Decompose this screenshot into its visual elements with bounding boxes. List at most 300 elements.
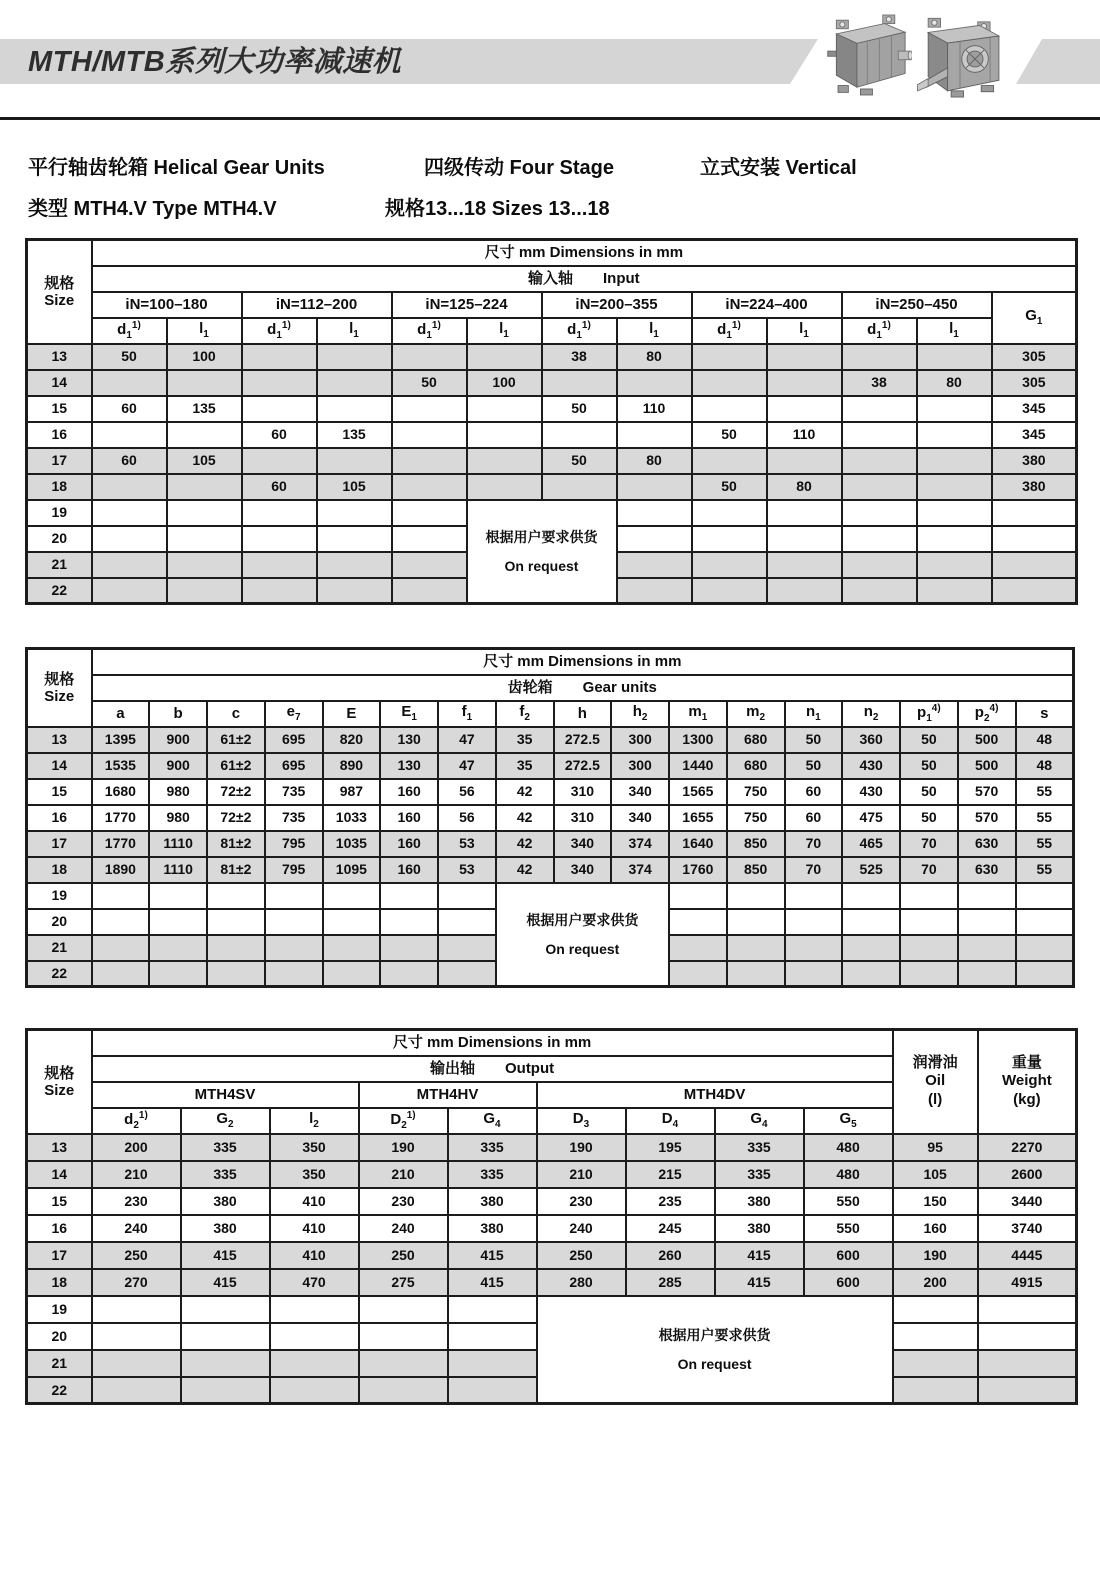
input-shaft-dimensions-table [25, 238, 1078, 605]
data-cell: 1440 [669, 753, 727, 779]
data-cell: 1300 [669, 727, 727, 753]
data-cell [392, 396, 467, 422]
data-cell: 70 [785, 831, 843, 857]
data-cell [92, 578, 167, 604]
data-cell: 38 [842, 370, 917, 396]
data-cell [207, 883, 265, 909]
data-cell [692, 396, 767, 422]
data-cell: 81±2 [207, 831, 265, 857]
data-cell: 240 [359, 1215, 448, 1242]
data-cell [323, 909, 381, 935]
data-cell: 310 [554, 779, 612, 805]
data-cell: 60 [242, 474, 317, 500]
data-cell: 50 [900, 753, 958, 779]
data-cell: 53 [438, 831, 496, 857]
data-cell: 345 [992, 396, 1077, 422]
data-cell: 987 [323, 779, 381, 805]
data-cell: 61±2 [207, 727, 265, 753]
data-cell: 305 [992, 370, 1077, 396]
data-cell [149, 909, 207, 935]
column-header: $f_2$ [496, 701, 554, 727]
data-cell [270, 1296, 359, 1323]
table-row [27, 831, 1074, 857]
data-cell [242, 552, 317, 578]
on-request-cell: 根据用户要求供货 On request [537, 1296, 893, 1404]
data-cell [785, 883, 843, 909]
data-cell: 335 [715, 1134, 804, 1161]
data-cell: 42 [496, 779, 554, 805]
data-cell: 850 [727, 857, 785, 883]
table-row [27, 1161, 1077, 1188]
row-size-cell: 18 [27, 1269, 92, 1296]
data-cell: 310 [554, 805, 612, 831]
data-cell: 350 [270, 1134, 359, 1161]
data-cell [149, 961, 207, 987]
section-header: 输出轴 Output [92, 1056, 893, 1082]
data-cell [438, 961, 496, 987]
data-cell: 285 [626, 1269, 715, 1296]
data-cell: 110 [767, 422, 842, 448]
data-cell [359, 1377, 448, 1404]
data-cell [242, 526, 317, 552]
data-cell: 380 [992, 474, 1077, 500]
gearbox-image-left [826, 12, 912, 104]
data-cell [1016, 909, 1074, 935]
table-row [27, 422, 1077, 448]
data-cell [978, 1377, 1077, 1404]
data-cell [92, 370, 167, 396]
row-size-cell: 21 [27, 1350, 92, 1377]
data-cell [92, 552, 167, 578]
data-cell [842, 500, 917, 526]
table-row [27, 500, 1077, 526]
data-cell [181, 1296, 270, 1323]
data-cell [242, 578, 317, 604]
column-header: s [1016, 701, 1074, 727]
data-cell: 3440 [978, 1188, 1077, 1215]
data-cell: 570 [958, 805, 1016, 831]
data-cell [767, 344, 842, 370]
row-size-cell: 17 [27, 831, 92, 857]
data-cell: 900 [149, 727, 207, 753]
data-cell [767, 552, 842, 578]
data-cell: 900 [149, 753, 207, 779]
data-cell: 1770 [92, 831, 150, 857]
header-divider [0, 117, 1100, 120]
data-cell [767, 448, 842, 474]
data-cell [842, 552, 917, 578]
data-cell: 260 [626, 1242, 715, 1269]
data-cell [669, 961, 727, 987]
oil-column-header: 润滑油 Oil (l) [893, 1030, 978, 1134]
data-cell [317, 552, 392, 578]
data-cell: 55 [1016, 805, 1074, 831]
data-cell: 60 [785, 805, 843, 831]
data-cell: 56 [438, 805, 496, 831]
ratio-group-header: iN=100–180 [92, 292, 242, 318]
row-size-cell: 20 [27, 526, 92, 552]
page-title: MTH/MTB系列大功率减速机 [28, 46, 402, 78]
data-cell: 272.5 [554, 753, 612, 779]
data-cell [392, 448, 467, 474]
data-cell [992, 578, 1077, 604]
column-header: $f_1$ [438, 701, 496, 727]
data-cell [692, 370, 767, 396]
data-cell [767, 526, 842, 552]
data-cell: 345 [992, 422, 1077, 448]
data-cell [392, 578, 467, 604]
ratio-group-header: iN=200–355 [542, 292, 692, 318]
data-cell: 4915 [978, 1269, 1077, 1296]
data-cell [92, 1323, 181, 1350]
data-cell: 210 [359, 1161, 448, 1188]
data-cell [92, 1350, 181, 1377]
column-header: $G_5$ [804, 1108, 893, 1134]
data-cell: 570 [958, 779, 1016, 805]
data-cell [617, 578, 692, 604]
data-cell [842, 909, 900, 935]
data-cell [242, 396, 317, 422]
data-cell [359, 1323, 448, 1350]
subtitle-gear-type: 平行轴齿轮箱 Helical Gear Units [28, 157, 325, 179]
column-header: $D_3$ [537, 1108, 626, 1134]
data-cell [917, 448, 992, 474]
data-cell: 410 [270, 1188, 359, 1215]
row-size-cell: 22 [27, 961, 92, 987]
data-cell: 4445 [978, 1242, 1077, 1269]
data-cell [270, 1323, 359, 1350]
data-cell [380, 883, 438, 909]
data-cell [992, 552, 1077, 578]
data-cell: 215 [626, 1161, 715, 1188]
data-cell [893, 1377, 978, 1404]
data-cell: 305 [992, 344, 1077, 370]
data-cell: 105 [317, 474, 392, 500]
row-size-cell: 19 [27, 1296, 92, 1323]
table-row [27, 1134, 1077, 1161]
data-cell: 80 [617, 344, 692, 370]
table-row [27, 1215, 1077, 1242]
data-cell [767, 500, 842, 526]
data-cell: 47 [438, 727, 496, 753]
size-column-header: 规格 Size [27, 240, 92, 344]
data-cell [207, 935, 265, 961]
table-row [27, 344, 1077, 370]
data-cell [692, 526, 767, 552]
row-size-cell: 14 [27, 370, 92, 396]
data-cell: 56 [438, 779, 496, 805]
data-cell [900, 883, 958, 909]
data-cell [1016, 961, 1074, 987]
data-cell: 160 [380, 857, 438, 883]
table-row [27, 1269, 1077, 1296]
data-cell: 190 [537, 1134, 626, 1161]
data-cell: 750 [727, 779, 785, 805]
data-cell: 415 [181, 1269, 270, 1296]
data-cell: 380 [448, 1188, 537, 1215]
table-row [27, 448, 1077, 474]
data-cell [265, 909, 323, 935]
table-row [27, 753, 1074, 779]
data-cell: 50 [785, 753, 843, 779]
data-cell: 235 [626, 1188, 715, 1215]
data-cell [181, 1350, 270, 1377]
data-cell [992, 500, 1077, 526]
data-cell [617, 552, 692, 578]
data-cell: 415 [181, 1242, 270, 1269]
data-cell: 465 [842, 831, 900, 857]
data-cell: 55 [1016, 831, 1074, 857]
data-cell: 50 [900, 805, 958, 831]
data-cell: 130 [380, 753, 438, 779]
data-cell [92, 935, 150, 961]
data-cell [181, 1377, 270, 1404]
column-header: $l_1$ [317, 318, 392, 344]
data-cell [917, 344, 992, 370]
data-cell: 350 [270, 1161, 359, 1188]
data-cell [842, 883, 900, 909]
model-group-header: MTH4DV [537, 1082, 893, 1108]
data-cell [958, 883, 1016, 909]
data-cell [92, 526, 167, 552]
data-cell: 374 [611, 831, 669, 857]
data-cell: 35 [496, 753, 554, 779]
data-cell: 2270 [978, 1134, 1077, 1161]
data-cell [92, 422, 167, 448]
data-cell: 300 [611, 727, 669, 753]
data-cell [767, 370, 842, 396]
on-request-cell: 根据用户要求供货 On request [496, 883, 669, 987]
data-cell [669, 909, 727, 935]
data-cell: 820 [323, 727, 381, 753]
data-cell: 48 [1016, 727, 1074, 753]
data-cell [92, 1377, 181, 1404]
data-cell [167, 526, 242, 552]
data-cell: 135 [167, 396, 242, 422]
subtitle-sizes: 规格13...18 Sizes 13...18 [385, 198, 610, 220]
data-cell: 250 [537, 1242, 626, 1269]
data-cell [167, 500, 242, 526]
data-cell: 335 [715, 1161, 804, 1188]
column-header: $d_2^{1)}$ [92, 1108, 181, 1134]
dimensions-header: 尺寸 mm Dimensions in mm [92, 240, 1077, 266]
data-cell [842, 474, 917, 500]
data-cell [265, 935, 323, 961]
data-cell [467, 448, 542, 474]
subtitle-mounting: 立式安装 Vertical [700, 157, 857, 179]
data-cell: 630 [958, 831, 1016, 857]
column-header: E [323, 701, 381, 727]
data-cell: 160 [893, 1215, 978, 1242]
column-header: $d_1^{1)}$ [542, 318, 617, 344]
data-cell: 695 [265, 727, 323, 753]
data-cell: 55 [1016, 857, 1074, 883]
column-header: $G_2$ [181, 1108, 270, 1134]
column-header: $h_2$ [611, 701, 669, 727]
data-cell [917, 422, 992, 448]
column-header: h [554, 701, 612, 727]
data-cell: 550 [804, 1215, 893, 1242]
data-cell [842, 935, 900, 961]
ratio-group-header: iN=224–400 [692, 292, 842, 318]
data-cell: 61±2 [207, 753, 265, 779]
data-cell: 1110 [149, 857, 207, 883]
column-header: $D_2^{1)}$ [359, 1108, 448, 1134]
data-cell: 630 [958, 857, 1016, 883]
column-header: $p_1^{4)}$ [900, 701, 958, 727]
data-cell: 200 [92, 1134, 181, 1161]
row-size-cell: 16 [27, 1215, 92, 1242]
data-cell: 160 [380, 805, 438, 831]
table-row [27, 727, 1074, 753]
data-cell: 890 [323, 753, 381, 779]
data-cell: 48 [1016, 753, 1074, 779]
table-row [27, 805, 1074, 831]
data-cell [669, 883, 727, 909]
data-cell: 80 [767, 474, 842, 500]
data-cell: 60 [92, 448, 167, 474]
data-cell [359, 1296, 448, 1323]
row-size-cell: 13 [27, 1134, 92, 1161]
data-cell: 250 [359, 1242, 448, 1269]
data-cell [380, 909, 438, 935]
data-cell [727, 935, 785, 961]
data-cell: 270 [92, 1269, 181, 1296]
column-header: $l_1$ [617, 318, 692, 344]
data-cell [917, 526, 992, 552]
data-cell: 135 [317, 422, 392, 448]
data-cell [727, 883, 785, 909]
data-cell: 380 [181, 1188, 270, 1215]
data-cell: 50 [542, 396, 617, 422]
data-cell: 380 [448, 1215, 537, 1242]
column-header: $d_1^{1)}$ [92, 318, 167, 344]
column-header: c [207, 701, 265, 727]
data-cell [978, 1323, 1077, 1350]
data-cell [692, 344, 767, 370]
data-cell [467, 344, 542, 370]
data-cell: 525 [842, 857, 900, 883]
data-cell: 272.5 [554, 727, 612, 753]
data-cell [317, 396, 392, 422]
gear-unit-dimensions-table [25, 647, 1075, 988]
data-cell: 735 [265, 805, 323, 831]
row-size-cell: 17 [27, 1242, 92, 1269]
data-cell: 2600 [978, 1161, 1077, 1188]
row-size-cell: 21 [27, 935, 92, 961]
data-cell [265, 883, 323, 909]
column-header: $d_1^{1)}$ [692, 318, 767, 344]
data-cell: 245 [626, 1215, 715, 1242]
table-row [27, 1296, 1077, 1323]
table-row [27, 396, 1077, 422]
data-cell [181, 1323, 270, 1350]
data-cell [380, 961, 438, 987]
data-cell [900, 935, 958, 961]
data-cell: 50 [542, 448, 617, 474]
column-header: $d_1^{1)}$ [242, 318, 317, 344]
data-cell: 80 [617, 448, 692, 474]
ratio-group-header: iN=125–224 [392, 292, 542, 318]
data-cell [317, 448, 392, 474]
size-column-header: 规格 Size [27, 1030, 92, 1134]
data-cell: 230 [537, 1188, 626, 1215]
row-size-cell: 21 [27, 552, 92, 578]
data-cell [958, 961, 1016, 987]
table-row [27, 1242, 1077, 1269]
data-cell [785, 961, 843, 987]
data-cell [992, 526, 1077, 552]
data-cell: 415 [715, 1269, 804, 1296]
data-cell: 105 [167, 448, 242, 474]
data-cell: 60 [92, 396, 167, 422]
data-cell: 50 [392, 370, 467, 396]
data-cell: 70 [785, 857, 843, 883]
row-size-cell: 16 [27, 422, 92, 448]
data-cell: 550 [804, 1188, 893, 1215]
column-header: $l_1$ [767, 318, 842, 344]
data-cell: 1033 [323, 805, 381, 831]
data-cell [392, 344, 467, 370]
data-cell [242, 370, 317, 396]
data-cell: 55 [1016, 779, 1074, 805]
data-cell: 380 [715, 1215, 804, 1242]
data-cell [92, 909, 150, 935]
data-cell [692, 578, 767, 604]
data-cell: 415 [448, 1269, 537, 1296]
data-cell [438, 909, 496, 935]
data-cell: 335 [448, 1134, 537, 1161]
row-size-cell: 20 [27, 909, 92, 935]
table-row [27, 474, 1077, 500]
row-size-cell: 14 [27, 753, 92, 779]
data-cell [917, 396, 992, 422]
data-cell [392, 526, 467, 552]
row-size-cell: 14 [27, 1161, 92, 1188]
data-cell [380, 935, 438, 961]
gearbox-image-right [914, 13, 1006, 105]
subtitle-stages: 四级传动 Four Stage [424, 157, 615, 179]
data-cell [767, 578, 842, 604]
row-size-cell: 13 [27, 344, 92, 370]
data-cell: 95 [893, 1134, 978, 1161]
row-size-cell: 15 [27, 779, 92, 805]
data-cell [392, 422, 467, 448]
column-header: $G_4$ [448, 1108, 537, 1134]
data-cell: 150 [893, 1188, 978, 1215]
data-cell [767, 396, 842, 422]
data-cell: 35 [496, 727, 554, 753]
data-cell [448, 1377, 537, 1404]
column-header: $l_1$ [917, 318, 992, 344]
row-size-cell: 18 [27, 474, 92, 500]
data-cell [317, 370, 392, 396]
data-cell: 190 [359, 1134, 448, 1161]
data-cell [92, 474, 167, 500]
data-cell [207, 909, 265, 935]
data-cell: 300 [611, 753, 669, 779]
data-cell: 335 [181, 1161, 270, 1188]
data-cell: 60 [785, 779, 843, 805]
data-cell [149, 883, 207, 909]
data-cell: 735 [265, 779, 323, 805]
data-cell: 1095 [323, 857, 381, 883]
weight-column-header: 重量 Weight (kg) [978, 1030, 1077, 1134]
data-cell: 415 [715, 1242, 804, 1269]
data-cell [207, 961, 265, 987]
data-cell: 210 [92, 1161, 181, 1188]
data-cell [359, 1350, 448, 1377]
